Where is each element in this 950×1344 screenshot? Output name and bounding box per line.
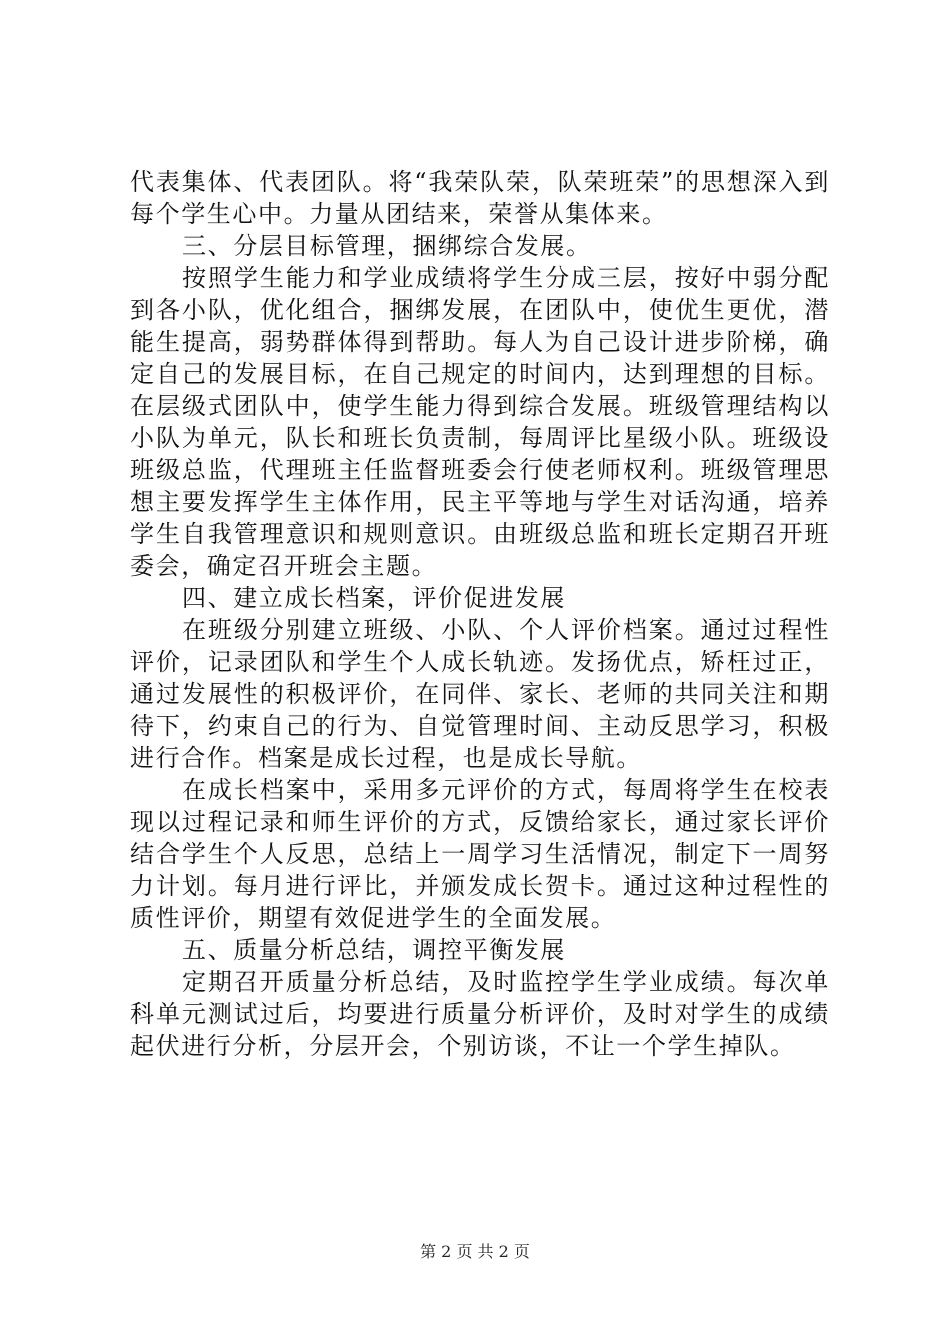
body-text: [130, 166, 830, 1062]
paragraph-section-4-a: 在班级分别建立班级、小队、个人评价档案。通过过程性评价，记录团队和学生个人成长轨迹。发扬优点，矫枉过正，通过发展性的积极评价，在同伴、家长、老师的共同关注和期待下，约束自己的行为、自觉管理时间、主动反思学习，积极进行合作。档案是成长过程，也是成长导航。: [130, 616, 830, 772]
heading-section-3: 三、分层目标管理，捆绑综合发展。: [182, 232, 592, 260]
heading-section-5: 五、质量分析总结，调控平衡发展: [182, 936, 566, 964]
page-footer: 第 2 页 共 2 页: [420, 1242, 530, 1261]
paragraph-section-5: 定期召开质量分析总结，及时监控学生学业成绩。每次单科单元测试过后，均要进行质量分析评价，及时对学生的成绩起伏进行分析，分层开会，个别访谈，不让一个学生掉队。: [130, 968, 830, 1060]
paragraph-section-4-b: 在成长档案中，采用多元评价的方式，每周将学生在校表现以过程记录和师生评价的方式，反馈给家长，通过家长评价结合学生个人反思，总结上一周学习生活情况，制定下一周努力计划。每月进行评比，并颁发成长贺卡。通过这种过程性的质性评价，期望有效促进学生的全面发展。: [130, 776, 830, 932]
heading-section-4: 四、建立成长档案，评价促进发展: [182, 584, 566, 612]
paragraph-section-3: 按照学生能力和学业成绩将学生分成三层，按好中弱分配到各小队，优化组合，捆绑发展，在团队中，使优生更优，潜能生提高，弱势群体得到帮助。每人为自己设计进步阶梯，确定自己的发展目标，在自己规定的时间内，达到理想的目标。在层级式团队中，使学生能力得到综合发展。班级管理结构以小队为单元，队长和班长负责制，每周评比星级小队。班级设班级总监，代理班主任监督班委会行使老师权利。班级管理思想主要发挥学生主体作用，民主平等地与学生对话沟通，培养学生自我管理意识和规则意识。由班级总监和班长定期召开班委会，确定召开班会主题。: [130, 264, 830, 580]
paragraph-continuation: 代表集体、代表团队。将“我荣队荣，队荣班荣”的思想深入到每个学生心中。力量从团结来，荣誉从集体来。: [130, 168, 830, 228]
